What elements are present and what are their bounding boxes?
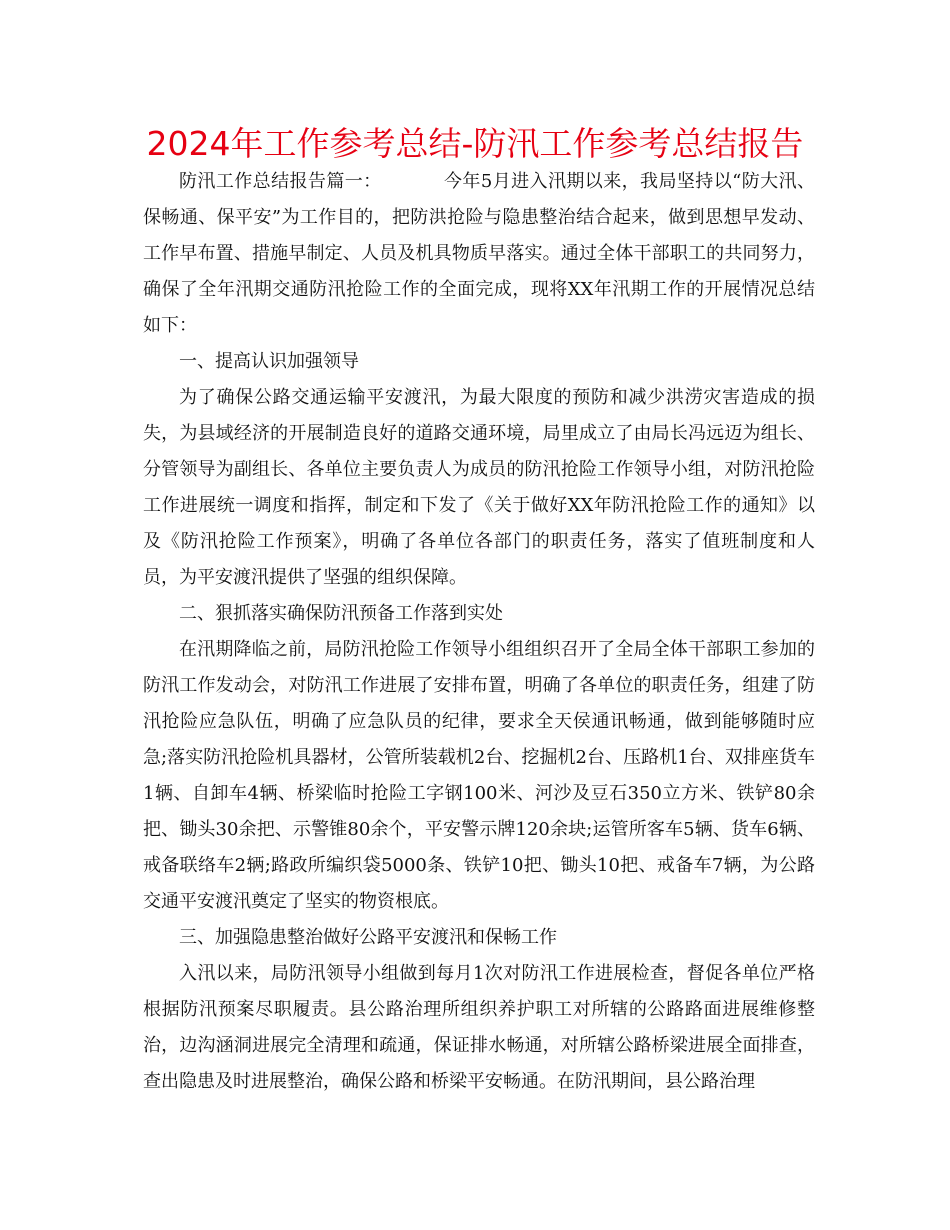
paragraph-text: 为了确保公路交通运输平安渡汛，为最大限度的预防和减少洪涝灾害造成的损失，为县域经济的开展制造良好的道路交通环境，局里成立了由局长冯远迈为组长、分管领导为副组长、各单位主要负责人为成员的防汛抢险工作领导小组，对防汛抢险工作进展统一调度和指挥，制定和下发了《关于做好XX年防汛抢险工作的通知》以及《防汛抢险工作预案》，明确了各单位各部门的职责任务，落实了值班制度和人员，为平安渡汛提供了坚强的组织保障。 xyxy=(143,387,815,588)
section-heading-2: 二、狠抓落实确保防汛预备工作落到实处 xyxy=(179,603,503,624)
paragraph-text: 入汛以来，局防汛领导小组做到每月1次对防汛工作进展检查，督促各单位严格根据防汛预案尽职履责。县公路治理所组织养护职工对所辖的公路路面进展维修整治，边沟涵洞进展完全清理和疏通，保证排水畅通，对所辖公路桥梁进展全面排查，查出隐患及时进展整治，确保公路和桥梁平安畅通。在防汛期间，县公路治理 xyxy=(143,963,815,1092)
paragraph-intro xyxy=(143,164,815,344)
intro-label: 防汛工作总结报告篇一： xyxy=(179,171,382,192)
document-body xyxy=(143,164,815,1100)
section-heading-1: 一、提高认识加强领导 xyxy=(179,351,359,372)
paragraph-text: 在汛期降临之前，局防汛抢险工作领导小组组织召开了全局全体干部职工参加的防汛工作发动会，对防汛工作进展了安排布置，明确了各单位的职责任务，组建了防汛抢险应急队伍，明确了应急队员的纪律，要求全天侯通讯畅通，做到能够随时应急;落实防汛抢险机具器材，公管所装载机2台、挖掘机2台、压路机1台、双排座货车1辆、自卸车4辆、桥梁临时抢险工字钢100米、河沙及豆石350立方米、铁铲80余把、锄头30余把、示警锥80余个，平安警示牌120余块;运管所客车5辆、货车6辆、戒备联络车2辆;路政所编织袋5000条、铁铲10把、锄头10把、戒备车7辆，为公路交通平安渡汛奠定了坚实的物资根底。 xyxy=(143,639,815,912)
paragraph-text: 今年5月进入汛期以来，我局坚持以“防大汛、保畅通、保平安”为工作目的，把防洪抢险与隐患整治结合起来，做到思想早发动、工作早布置、措施早制定、人员及机具物质早落实。通过全体干部职工的共同努力，确保了全年汛期交通防汛抢险工作的全面完成，现将XX年汛期工作的开展情况总结如下： xyxy=(143,171,816,336)
document-title: 2024年工作参考总结-防汛工作参考总结报告 xyxy=(146,124,804,163)
section-heading-3: 三、加强隐患整治做好公路平安渡汛和保畅工作 xyxy=(179,927,557,948)
